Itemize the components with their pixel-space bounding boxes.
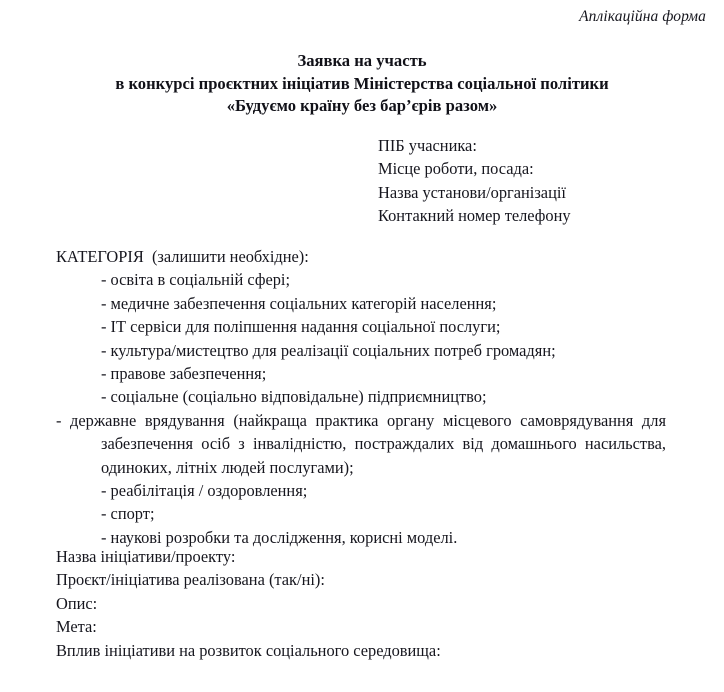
- field-label-is-implemented: Проєкт/ініціатива реалізована (так/ні):: [56, 570, 325, 590]
- category-item-it-services: - ІТ сервіси для поліпшення надання соціальної послуги;: [101, 317, 501, 337]
- category-section: [56, 245, 666, 549]
- category-item-state-governance: [56, 409, 666, 479]
- field-label-description: Опис:: [56, 593, 98, 613]
- project-fields-block: [56, 545, 676, 662]
- category-item-sport: - спорт;: [101, 504, 155, 524]
- field-label-full-name: ПІБ учасника:: [378, 136, 477, 155]
- field-label-goal: Мета:: [56, 617, 97, 637]
- field-label-contact-phone: Контакний номер телефону: [378, 206, 571, 226]
- title-line-2: в конкурсі проєктних ініціатив Міністерства соціальної політики: [115, 73, 609, 93]
- category-heading: КАТЕГОРІЯ (залишити необхідне):: [56, 247, 309, 266]
- category-item-social-entrepreneurship: - соціальне (соціально відповідальне) підприємництво;: [101, 387, 487, 407]
- participant-info-block: [378, 134, 571, 228]
- category-item-research: - наукові розробки та дослідження, корисні моделі.: [101, 527, 458, 547]
- field-label-initiative-name: Назва ініціативи/проекту:: [56, 547, 236, 566]
- document-title: [56, 50, 668, 118]
- field-label-social-impact: Вплив ініціативи на розвиток соціального середовища:: [56, 640, 441, 660]
- category-item-state-governance-text: - державне врядування (найкраща практика органу місцевого самоврядування для забезпечення осіб з інвалідністю, постраждалих від домашнього насильства, одиноких, літніх людей послугами);: [56, 410, 666, 477]
- title-line-1: Заявка на участь: [297, 51, 427, 70]
- running-header: Аплікаційна форма: [579, 8, 706, 25]
- category-item-legal-support: - правове забезпечення;: [101, 364, 267, 384]
- category-item-medical-support: - медичне забезпечення соціальних категорій населення;: [101, 293, 497, 313]
- field-label-organization-name: Назва установи/організації: [378, 182, 566, 202]
- field-label-workplace-position: Місце роботи, посада:: [378, 159, 534, 179]
- category-list: [56, 268, 666, 549]
- title-line-3: «Будуємо країну без бар’єрів разом»: [226, 96, 498, 116]
- category-item-rehabilitation: - реабілітація / оздоровлення;: [101, 481, 308, 501]
- category-item-culture-art: - культура/мистецтво для реалізації соціальних потреб громадян;: [101, 340, 556, 360]
- category-item-education: - освіта в соціальній сфері;: [101, 270, 291, 290]
